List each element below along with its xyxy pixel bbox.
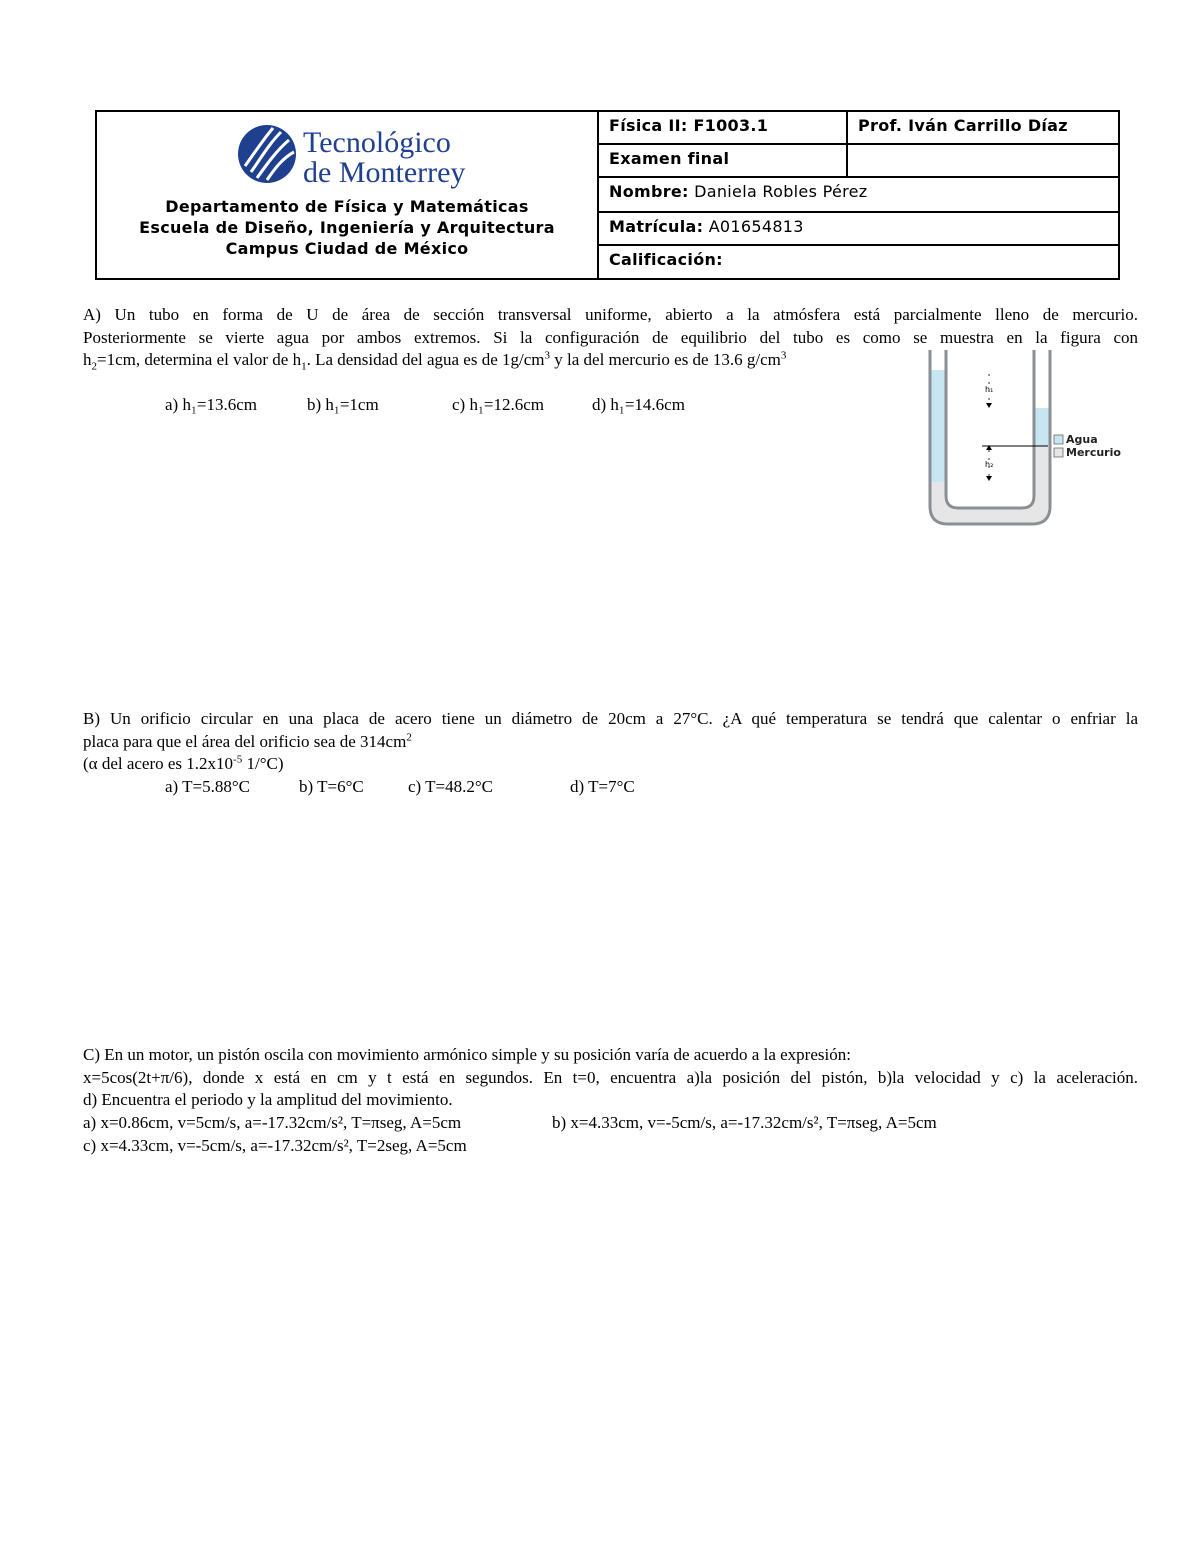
u-tube-diagram — [922, 346, 1132, 531]
student-id-field — [599, 214, 1118, 240]
logo-text-line2: de Monterrey — [303, 156, 466, 189]
question-b-line2: placa para que el área del orificio sea de $314cm^2$ — [83, 730, 412, 751]
exam-title: Examen final — [609, 149, 730, 168]
grade-label: Calificación: — [609, 250, 723, 269]
campus-line: Campus Ciudad de México — [225, 239, 469, 258]
question-a-line2: Posteriormente se vierte agua por ambos extremos. Si la configuración de equilibrio del tubo es como se muestra en la figura con — [83, 327, 1138, 347]
option-c[interactable]: c) h₁=12.6cm — [452, 395, 544, 414]
option-d[interactable]: d) h₁=14.6cm — [592, 395, 685, 414]
id-value: A01654813 — [708, 217, 804, 236]
question-b-line1: B) Un orificio circular en una placa de acero tiene un diámetro de 20cm a 27°C. ¿A qué temperatura se tendrá que calentar o enfriar la — [83, 709, 1138, 728]
legend-mercury: Mercurio — [1066, 446, 1121, 459]
legend-water-swatch — [1054, 435, 1063, 444]
question-b-line3: (α del acero es $1.2x10^{-5}$ 1/°C) — [83, 753, 284, 773]
logo-text-line1: Tecnológico — [303, 126, 451, 159]
question-c-line2: x=5cos(2t+π/6), donde x está en cm y t está en segundos. En t=0, encuentra a)la posición del pistón, b)la velocidad y c) la aceleración. — [83, 1067, 1138, 1087]
option-a[interactable]: a) h₁=13.6cm — [165, 395, 257, 414]
option-b[interactable]: b) x=4.33cm, v=-5cm/s, a=-17.32cm/s², T=πseg, A=5cm — [552, 1113, 937, 1132]
option-a[interactable]: a) x=0.86cm, v=5cm/s, a=-17.32cm/s², T=πseg, A=5cm — [83, 1113, 462, 1132]
question-c-options — [83, 1112, 1138, 1158]
department-line: Departamento de Física y Matemáticas — [165, 197, 529, 216]
divider — [597, 143, 1118, 145]
name-value: Daniela Robles Pérez — [694, 182, 868, 201]
u-tube-figure — [922, 346, 1132, 531]
option-d[interactable]: d) T=7°C — [570, 777, 635, 796]
label-h2: h₂ — [985, 460, 994, 469]
question-a-line3: $h_2=1cm$, determina el valor de $h_1$. La densidad del agua es de $1g/cm^3$ y la del mercurio es de 13.6 $g/cm^3$ — [83, 349, 787, 373]
option-b[interactable]: b) T=6°C — [299, 777, 364, 796]
institution-block — [97, 112, 599, 278]
school-line: Escuela de Diseño, Ingeniería y Arquitectura — [139, 218, 555, 237]
option-c[interactable]: c) x=4.33cm, v=-5cm/s, a=-17.32cm/s², T=2seg, A=5cm — [83, 1136, 467, 1155]
label-h1: h₁ — [985, 385, 994, 394]
option-c[interactable]: c) T=48.2°C — [408, 777, 494, 796]
question-b — [83, 708, 1138, 776]
question-c — [83, 1044, 1138, 1112]
name-label: Nombre: — [609, 182, 689, 201]
divider — [597, 211, 1118, 213]
exam-header — [95, 110, 1120, 280]
tec-logo-emblem-icon — [237, 122, 477, 192]
question-c-line1: C) En un motor, un pistón oscila con movimiento armónico simple y su posición varía de acuerdo a la expresión: — [83, 1045, 851, 1064]
tec-logo — [237, 122, 477, 192]
student-name-field — [599, 179, 1118, 205]
id-label: Matrícula: — [609, 217, 704, 236]
divider — [597, 176, 1118, 178]
department-text — [97, 196, 597, 259]
divider — [597, 244, 1118, 246]
course-code: Física II: F1003.1 — [609, 116, 769, 135]
professor-name: Prof. Iván Carrillo Díaz — [858, 116, 1068, 135]
question-a-line1: A) Un tubo en forma de U de área de sección transversal uniforme, abierto a la atmósfera está parcialmente lleno de mercurio. — [83, 305, 1138, 324]
option-b[interactable]: b) h₁=1cm — [307, 395, 379, 414]
legend-water: Agua — [1066, 433, 1098, 446]
question-c-line3: d) Encuentra el periodo y la amplitud del movimiento. — [83, 1090, 453, 1109]
legend-mercury-swatch — [1054, 448, 1063, 457]
option-a[interactable]: a) T=5.88°C — [165, 777, 251, 796]
